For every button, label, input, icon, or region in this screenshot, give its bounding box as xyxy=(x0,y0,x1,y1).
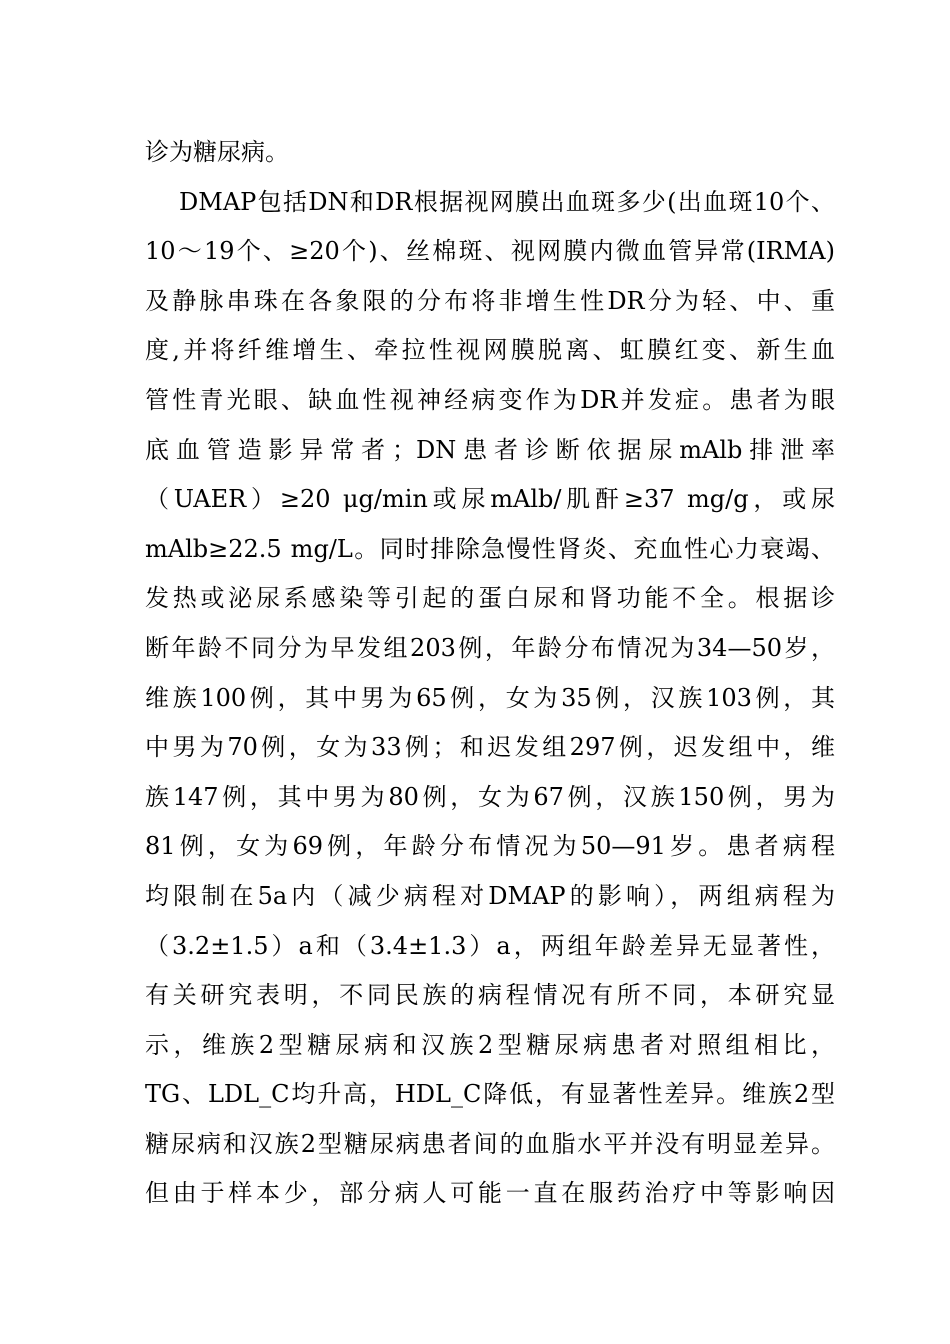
text-line: 度,并将纤维增生、牵拉性视网膜脱离、虹膜红变、新生血 xyxy=(145,336,835,365)
text-line: 断年龄不同分为早发组203例，年龄分布情况为34—50岁， xyxy=(145,633,835,662)
text-line: 发热或泌尿系感染等引起的蛋白尿和肾功能不全。根据诊 xyxy=(145,584,835,613)
text-line: 81例，女为69例，年龄分布情况为50—91岁。患者病程 xyxy=(145,832,835,861)
text-line: 均限制在5a内（减少病程对DMAP的影响），两组病程为 xyxy=(145,881,835,910)
text-line: TG、LDL_C均升高，HDL_C降低，有显著性差异。维族2型 xyxy=(145,1080,835,1109)
text-line: 维族100例，其中男为65例，女为35例，汉族103例，其 xyxy=(145,683,835,712)
text-line: 诊为糖尿病。 xyxy=(145,138,289,166)
text-line: 10～19个、≥20个)、丝棉斑、视网膜内微血管异常(IRMA) xyxy=(145,237,835,266)
text-line: DMAP包括DN和DR根据视网膜出血斑多少(出血斑10个、 xyxy=(179,187,835,216)
text-line: 及静脉串珠在各象限的分布将非增生性DR分为轻、中、重 xyxy=(145,286,835,315)
text-line: 示，维族2型糖尿病和汉族2型糖尿病患者对照组相比， xyxy=(145,1030,835,1059)
text-line: 管性青光眼、缺血性视神经病变作为DR并发症。患者为眼 xyxy=(145,385,835,414)
body-text xyxy=(145,128,835,1219)
text-line: 有关研究表明，不同民族的病程情况有所不同，本研究显 xyxy=(145,981,835,1010)
text-line: 但由于样本少，部分病人可能一直在服药治疗中等影响因 xyxy=(145,1179,835,1208)
text-line: （3.2±1.5）a和（3.4±1.3）a，两组年龄差异无显著性， xyxy=(145,931,835,960)
text-line: 糖尿病和汉族2型糖尿病患者间的血脂水平并没有明显差异。 xyxy=(145,1129,835,1158)
text-line: 底血管造影异常者；DN患者诊断依据尿mAlb排泄率 xyxy=(145,435,835,464)
text-line: （UAER）≥20 μg/min或尿mAlb/肌酐≥37 mg/g，或尿 xyxy=(145,485,835,514)
text-line: mAlb≥22.5 mg/L。同时排除急慢性肾炎、充血性心力衰竭、 xyxy=(145,534,835,563)
text-line: 族147例，其中男为80例，女为67例，汉族150例，男为 xyxy=(145,782,835,811)
text-line: 中男为70例，女为33例；和迟发组297例，迟发组中，维 xyxy=(145,733,835,762)
